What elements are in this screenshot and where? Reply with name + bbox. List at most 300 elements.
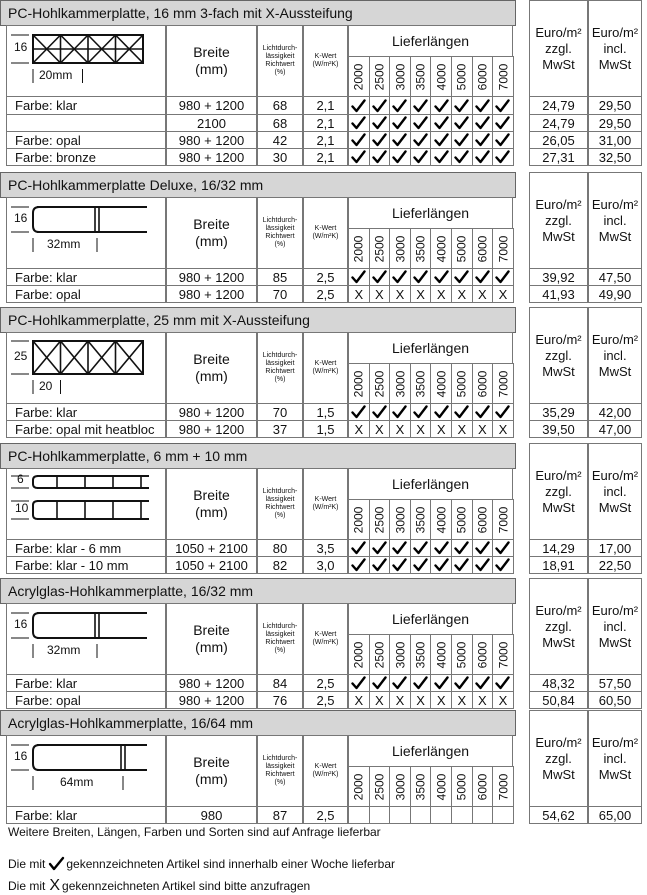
table-row xyxy=(0,539,647,556)
length-value: 7000 xyxy=(495,773,510,800)
length-header-6000 xyxy=(472,228,494,269)
profile-cross-section-icon xyxy=(7,469,165,539)
length-value: 2500 xyxy=(372,63,387,90)
availability-check xyxy=(348,403,370,421)
row-price-incl: 57,50 xyxy=(588,674,642,692)
text-line: lässigkeit xyxy=(265,360,295,367)
availability-check xyxy=(472,114,494,132)
header-breite xyxy=(166,197,257,269)
availability-x: X xyxy=(410,285,432,303)
availability-x: X xyxy=(492,691,514,709)
row-price-zzgl: 18,91 xyxy=(529,556,588,574)
product-block xyxy=(0,710,647,829)
availability-x: X xyxy=(472,420,494,438)
length-header-3500 xyxy=(410,363,432,404)
row-color-label: Farbe: klar xyxy=(6,268,166,286)
availability-check xyxy=(492,148,514,166)
text-line: Breite xyxy=(193,754,230,770)
length-header-3500 xyxy=(410,499,432,540)
row-color-label: Farbe: opal mit heatbloc xyxy=(6,420,166,438)
length-header-2000 xyxy=(348,634,370,675)
text-line: (%) xyxy=(274,647,286,654)
length-header-4000 xyxy=(430,363,452,404)
availability-check xyxy=(369,96,391,115)
availability-check xyxy=(492,268,514,286)
row-lichtdurchlaessigkeit: 70 xyxy=(257,285,303,303)
text-line: (W/m²K) xyxy=(312,61,339,68)
availability-check xyxy=(472,148,494,166)
length-value: 4000 xyxy=(434,641,449,668)
availability-check xyxy=(492,96,514,115)
availability-check xyxy=(369,131,391,149)
availability-check xyxy=(348,556,370,574)
availability-check xyxy=(410,268,432,286)
text-line: incl. xyxy=(603,618,627,634)
text-line: Breite xyxy=(193,44,230,60)
availability-check xyxy=(389,556,411,574)
availability-check xyxy=(472,268,494,286)
row-kwert: 2,5 xyxy=(303,268,348,286)
text-line: Breite xyxy=(193,351,230,367)
text-line: MwSt xyxy=(542,363,575,379)
row-price-zzgl: 24,79 xyxy=(529,114,588,132)
text-line: Breite xyxy=(193,622,230,638)
availability-check xyxy=(451,539,473,557)
text-line: Lichtdurch- xyxy=(262,45,298,52)
length-value: 5000 xyxy=(454,370,469,397)
row-kwert: 2,1 xyxy=(303,148,348,166)
product-block xyxy=(0,443,647,579)
availability-check xyxy=(369,539,391,557)
text-line: (mm) xyxy=(195,771,228,787)
thickness-label: 25 xyxy=(14,348,28,363)
availability-x: X xyxy=(369,285,391,303)
x-mark-icon: X xyxy=(49,877,61,894)
length-header-2000 xyxy=(348,499,370,540)
availability-x: X xyxy=(492,420,514,438)
chamber-width-label: 20 xyxy=(39,379,53,393)
row-price-incl: 47,50 xyxy=(588,268,642,286)
text-line: incl. xyxy=(603,347,627,363)
profile-diagram xyxy=(6,332,166,404)
profile-diagram xyxy=(6,735,166,807)
table-row xyxy=(0,420,647,437)
row-kwert: 2,5 xyxy=(303,691,348,709)
row-price-incl: 49,90 xyxy=(588,285,642,303)
row-price-incl: 65,00 xyxy=(588,806,642,824)
row-color-label: Farbe: klar xyxy=(6,403,166,421)
availability-check xyxy=(369,403,391,421)
text-line: Euro/m² xyxy=(591,331,639,347)
text-line: Euro/m² xyxy=(535,331,582,347)
text-line: (mm) xyxy=(195,61,228,77)
text-line: Euro/m² xyxy=(535,24,582,40)
length-value: 2000 xyxy=(351,63,366,90)
text-line: K-Wert xyxy=(314,496,337,503)
length-header-2000 xyxy=(348,228,370,269)
text-line: MwSt xyxy=(542,766,575,782)
row-lichtdurchlaessigkeit: 80 xyxy=(257,539,303,557)
row-price-incl: 17,00 xyxy=(588,539,642,557)
header-kwert xyxy=(303,468,348,540)
availability-check xyxy=(389,96,411,115)
text-line: Euro/m² xyxy=(591,602,639,618)
length-header-4000 xyxy=(430,499,452,540)
availability-check xyxy=(492,403,514,421)
row-breite: 980 + 1200 xyxy=(166,96,257,115)
product-block xyxy=(0,172,647,308)
availability-x: X xyxy=(389,420,411,438)
chamber-width-label: 32mm xyxy=(47,237,81,251)
header-kwert xyxy=(303,735,348,807)
length-header-6000 xyxy=(472,363,494,404)
length-value: 6000 xyxy=(475,773,490,800)
thickness-label: 16 xyxy=(14,748,28,763)
header-lichtdurchlaessigkeit xyxy=(257,25,303,97)
availability-check xyxy=(389,674,411,692)
product-block xyxy=(0,307,647,443)
text-line: incl. xyxy=(603,483,627,499)
length-header-2500 xyxy=(369,56,391,97)
length-value: 2500 xyxy=(372,506,387,533)
text-line: K-Wert xyxy=(314,360,337,367)
availability-check xyxy=(389,539,411,557)
availability-check xyxy=(472,556,494,574)
text-line: lässigkeit xyxy=(265,763,295,770)
header-euro-zzgl xyxy=(529,578,588,675)
chamber-width-label: 32mm xyxy=(47,643,81,657)
text-line: Richtwert xyxy=(265,639,295,646)
availability-check xyxy=(430,556,452,574)
row-color-label: Farbe: opal xyxy=(6,131,166,149)
row-lichtdurchlaessigkeit: 42 xyxy=(257,131,303,149)
length-value: 3000 xyxy=(392,63,407,90)
availability-x: X xyxy=(389,285,411,303)
availability-x: X xyxy=(430,691,452,709)
availability-x: X xyxy=(472,285,494,303)
availability-x: X xyxy=(451,691,473,709)
text-line: zzgl. xyxy=(545,483,572,499)
availability-check xyxy=(472,674,494,692)
length-value: 3000 xyxy=(392,370,407,397)
text-line: MwSt xyxy=(598,363,632,379)
text-line: Richtwert xyxy=(265,61,295,68)
length-value: 5000 xyxy=(454,506,469,533)
length-value: 4000 xyxy=(434,63,449,90)
length-header-2500 xyxy=(369,363,391,404)
row-kwert: 3,0 xyxy=(303,556,348,574)
text-line: K-Wert xyxy=(314,763,337,770)
length-header-7000 xyxy=(492,634,514,675)
row-color-label: Farbe: opal xyxy=(6,691,166,709)
length-header-6000 xyxy=(472,499,494,540)
length-header-2500 xyxy=(369,499,391,540)
text-line: (mm) xyxy=(195,639,228,655)
length-value: 3500 xyxy=(413,63,428,90)
length-header-4000 xyxy=(430,766,452,807)
text-line: Euro/m² xyxy=(535,467,582,483)
availability-check xyxy=(410,148,432,166)
availability-check xyxy=(389,268,411,286)
availability-x: X xyxy=(348,285,370,303)
row-price-zzgl: 41,93 xyxy=(529,285,588,303)
text-line: MwSt xyxy=(598,56,632,72)
length-value: 5000 xyxy=(454,235,469,262)
row-price-zzgl: 39,92 xyxy=(529,268,588,286)
profile-cross-section-icon xyxy=(7,198,165,268)
footer-note-checkmark xyxy=(8,856,395,871)
length-value: 4000 xyxy=(434,506,449,533)
text-line: MwSt xyxy=(598,228,632,244)
availability-check xyxy=(451,114,473,132)
table-row xyxy=(0,674,647,691)
profile-diagram xyxy=(6,197,166,269)
length-value: 6000 xyxy=(475,641,490,668)
profile-cross-section-icon xyxy=(7,26,165,96)
chamber-width-label: 64mm xyxy=(60,775,94,789)
availability-check xyxy=(430,403,452,421)
header-lichtdurchlaessigkeit xyxy=(257,603,303,675)
availability-check xyxy=(451,556,473,574)
availability-check xyxy=(430,268,452,286)
length-header-3000 xyxy=(389,634,411,675)
header-breite xyxy=(166,468,257,540)
product-title: PC-Hohlkammerplatte, 25 mm mit X-Aussteifung xyxy=(0,307,516,333)
row-color-label: Farbe: bronze xyxy=(6,148,166,166)
availability-check xyxy=(389,131,411,149)
availability-check xyxy=(492,556,514,574)
header-euro-zzgl xyxy=(529,0,588,97)
length-value: 7000 xyxy=(495,370,510,397)
thickness-label: 16 xyxy=(14,210,28,225)
text-line: incl. xyxy=(603,750,627,766)
text-line: MwSt xyxy=(542,634,575,650)
text-line: MwSt xyxy=(542,56,575,72)
row-kwert: 2,1 xyxy=(303,131,348,149)
availability-check xyxy=(348,96,370,115)
footer-note-x-pre: Die mit xyxy=(8,879,46,893)
length-value: 3000 xyxy=(392,641,407,668)
availability-empty xyxy=(348,806,370,824)
row-lichtdurchlaessigkeit: 68 xyxy=(257,96,303,115)
length-value: 5000 xyxy=(454,641,469,668)
text-line: Euro/m² xyxy=(591,467,639,483)
text-line: Lichtdurch- xyxy=(262,352,298,359)
row-price-incl: 31,00 xyxy=(588,131,642,149)
text-line: Breite xyxy=(193,487,230,503)
length-value: 4000 xyxy=(434,370,449,397)
availability-check xyxy=(348,114,370,132)
availability-check xyxy=(369,556,391,574)
footer-note-x xyxy=(8,877,310,895)
availability-check xyxy=(410,556,432,574)
length-value: 3500 xyxy=(413,370,428,397)
length-header-3500 xyxy=(410,634,432,675)
length-header-3000 xyxy=(389,363,411,404)
text-line: zzgl. xyxy=(545,347,572,363)
length-value: 4000 xyxy=(434,773,449,800)
text-line: (%) xyxy=(274,69,286,76)
profile-cross-section-icon xyxy=(7,604,165,674)
availability-check xyxy=(389,403,411,421)
header-lieferlaengen: Lieferlängen xyxy=(348,735,513,767)
availability-empty xyxy=(389,806,411,824)
availability-check xyxy=(410,96,432,115)
length-header-5000 xyxy=(451,634,473,675)
header-euro-zzgl xyxy=(529,307,588,404)
length-header-4000 xyxy=(430,228,452,269)
availability-x: X xyxy=(389,691,411,709)
row-price-incl: 22,50 xyxy=(588,556,642,574)
row-price-incl: 42,00 xyxy=(588,403,642,421)
header-lieferlaengen: Lieferlängen xyxy=(348,197,513,229)
product-block xyxy=(0,0,647,171)
text-line: (mm) xyxy=(195,504,228,520)
availability-check xyxy=(410,131,432,149)
row-breite: 980 + 1200 xyxy=(166,285,257,303)
availability-check xyxy=(348,674,370,692)
availability-check xyxy=(410,539,432,557)
length-header-2500 xyxy=(369,634,391,675)
row-kwert: 1,5 xyxy=(303,420,348,438)
header-euro-zzgl xyxy=(529,172,588,269)
header-lieferlaengen: Lieferlängen xyxy=(348,25,513,57)
availability-check xyxy=(451,131,473,149)
row-lichtdurchlaessigkeit: 70 xyxy=(257,403,303,421)
length-header-4000 xyxy=(430,634,452,675)
row-breite: 980 xyxy=(166,806,257,824)
availability-check xyxy=(389,148,411,166)
text-line: K-Wert xyxy=(314,631,337,638)
row-lichtdurchlaessigkeit: 85 xyxy=(257,268,303,286)
length-header-6000 xyxy=(472,634,494,675)
header-kwert xyxy=(303,332,348,404)
availability-x: X xyxy=(472,691,494,709)
row-price-zzgl: 26,05 xyxy=(529,131,588,149)
header-breite xyxy=(166,603,257,675)
availability-check xyxy=(369,268,391,286)
table-row xyxy=(0,806,647,823)
header-breite xyxy=(166,735,257,807)
row-lichtdurchlaessigkeit: 68 xyxy=(257,114,303,132)
availability-check xyxy=(492,674,514,692)
length-value: 3500 xyxy=(413,235,428,262)
availability-empty xyxy=(492,806,514,824)
text-line: Euro/m² xyxy=(591,24,639,40)
availability-check xyxy=(410,114,432,132)
length-value: 3500 xyxy=(413,641,428,668)
row-price-zzgl: 35,29 xyxy=(529,403,588,421)
availability-x: X xyxy=(410,420,432,438)
availability-check xyxy=(410,403,432,421)
row-price-incl: 47,00 xyxy=(588,420,642,438)
availability-check xyxy=(369,674,391,692)
length-value: 7000 xyxy=(495,641,510,668)
text-line: Richtwert xyxy=(265,233,295,240)
row-price-zzgl: 50,84 xyxy=(529,691,588,709)
table-row xyxy=(0,96,647,114)
length-value: 2500 xyxy=(372,641,387,668)
length-header-3000 xyxy=(389,766,411,807)
length-header-5000 xyxy=(451,228,473,269)
length-value: 5000 xyxy=(454,63,469,90)
table-row xyxy=(0,403,647,420)
availability-x: X xyxy=(430,420,452,438)
header-euro-incl xyxy=(588,172,642,269)
row-lichtdurchlaessigkeit: 87 xyxy=(257,806,303,824)
row-breite: 980 + 1200 xyxy=(166,420,257,438)
row-color-label: Farbe: opal xyxy=(6,285,166,303)
length-value: 6000 xyxy=(475,235,490,262)
header-lichtdurchlaessigkeit xyxy=(257,332,303,404)
text-line: Lichtdurch- xyxy=(262,488,298,495)
table-row xyxy=(0,131,647,148)
text-line: (mm) xyxy=(195,233,228,249)
header-euro-incl xyxy=(588,307,642,404)
header-euro-incl xyxy=(588,578,642,675)
header-breite xyxy=(166,25,257,97)
row-kwert: 2,5 xyxy=(303,806,348,824)
availability-check xyxy=(369,148,391,166)
length-value: 6000 xyxy=(475,506,490,533)
availability-check xyxy=(369,114,391,132)
thickness-label-10mm: 10 xyxy=(15,501,29,515)
row-kwert: 3,5 xyxy=(303,539,348,557)
row-kwert: 2,5 xyxy=(303,674,348,692)
row-breite: 980 + 1200 xyxy=(166,268,257,286)
table-row xyxy=(0,691,647,708)
availability-check xyxy=(430,674,452,692)
row-color-label: Farbe: klar - 10 mm xyxy=(6,556,166,574)
row-lichtdurchlaessigkeit: 37 xyxy=(257,420,303,438)
length-value: 2000 xyxy=(351,773,366,800)
product-title: PC-Hohlkammerplatte, 16 mm 3-fach mit X-Aussteifung xyxy=(0,0,516,26)
availability-check xyxy=(492,114,514,132)
row-price-zzgl: 27,31 xyxy=(529,148,588,166)
availability-check xyxy=(451,403,473,421)
text-line: (mm) xyxy=(195,368,228,384)
length-value: 6000 xyxy=(475,63,490,90)
availability-x: X xyxy=(369,420,391,438)
availability-x: X xyxy=(348,691,370,709)
length-value: 3000 xyxy=(392,506,407,533)
length-header-3000 xyxy=(389,228,411,269)
availability-x: X xyxy=(451,285,473,303)
footer-note-checkmark-post: gekennzeichneten Artikel sind innerhalb einer Woche lieferbar xyxy=(66,856,395,871)
row-price-zzgl: 14,29 xyxy=(529,539,588,557)
length-value: 4000 xyxy=(434,235,449,262)
row-price-incl: 29,50 xyxy=(588,114,642,132)
text-line: lässigkeit xyxy=(265,53,295,60)
header-lichtdurchlaessigkeit xyxy=(257,735,303,807)
length-header-3000 xyxy=(389,499,411,540)
row-price-incl: 29,50 xyxy=(588,96,642,115)
availability-check xyxy=(389,114,411,132)
table-row xyxy=(0,148,647,165)
availability-check xyxy=(410,674,432,692)
availability-empty xyxy=(472,806,494,824)
availability-check xyxy=(492,131,514,149)
availability-check xyxy=(430,148,452,166)
text-line: Lichtdurch- xyxy=(262,623,298,630)
row-color-label: Farbe: klar xyxy=(6,96,166,115)
text-line: (%) xyxy=(274,376,286,383)
row-breite: 1050 + 2100 xyxy=(166,556,257,574)
footer-note-x-post: gekennzeichneten Artikel sind bitte anzufragen xyxy=(62,879,311,893)
text-line: (%) xyxy=(274,512,286,519)
length-header-5000 xyxy=(451,56,473,97)
length-value: 2000 xyxy=(351,641,366,668)
